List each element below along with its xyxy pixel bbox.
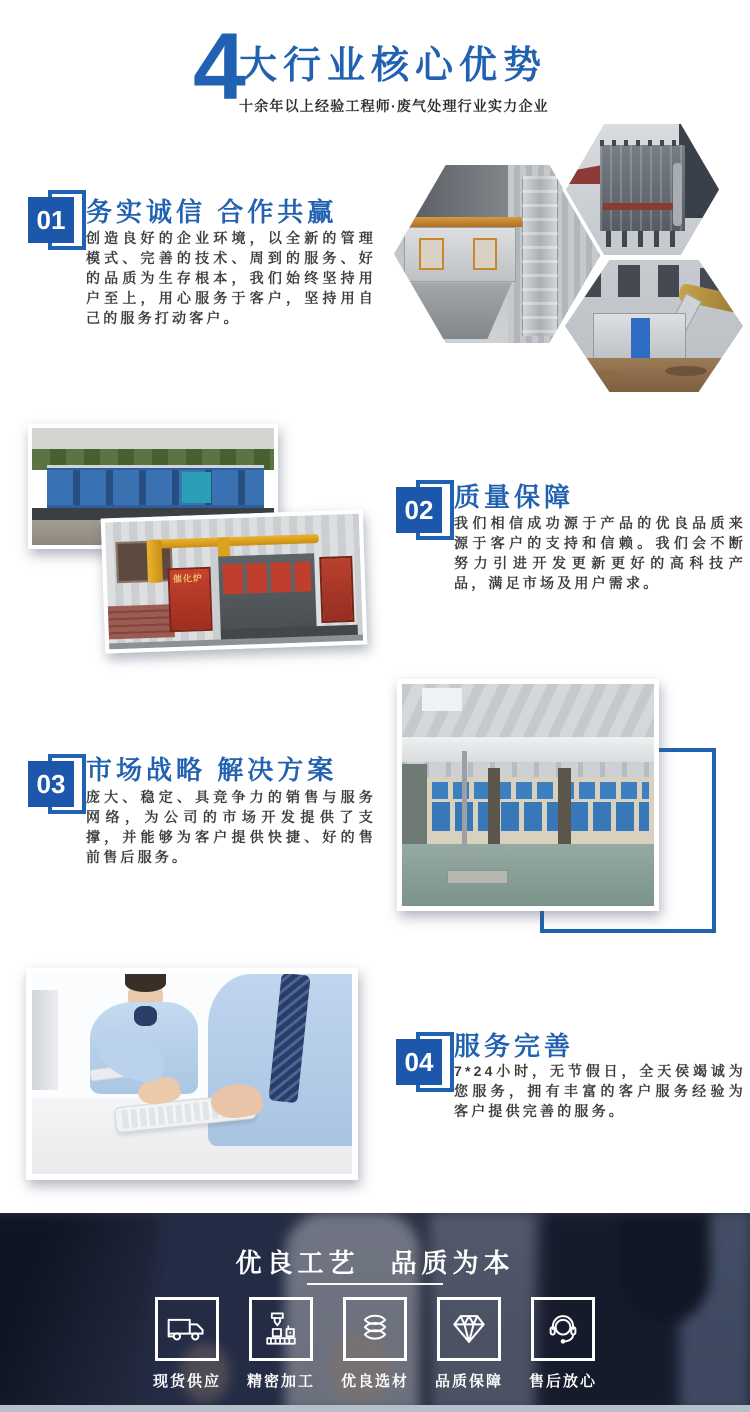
truck-icon — [165, 1307, 209, 1351]
section-number-badge — [396, 480, 458, 544]
section-number: 03 — [28, 761, 74, 807]
feature-box — [249, 1297, 313, 1361]
feature-label: 品质保障 — [435, 1373, 504, 1390]
section-number: 01 — [28, 197, 74, 243]
photo-spray-booth-workshop — [397, 679, 659, 911]
section-title: 质量保障 — [454, 482, 575, 512]
feature-label: 精密加工 — [247, 1373, 316, 1390]
headset-icon — [541, 1307, 585, 1351]
feature-box — [343, 1297, 407, 1361]
feature-label: 现货供应 — [153, 1373, 222, 1390]
machine-label: 催化炉 — [172, 573, 204, 585]
feature-item — [153, 1297, 222, 1391]
footer-divider — [307, 1283, 443, 1285]
machining-icon — [259, 1307, 303, 1351]
photo-customer-service-desk — [26, 968, 358, 1180]
feature-item — [529, 1297, 598, 1391]
page-subtitle: 十余年以上经验工程师·废气处理行业实力企业 — [239, 98, 549, 114]
feature-label: 售后放心 — [529, 1373, 598, 1390]
section-number-badge — [396, 1032, 458, 1096]
feature-item — [435, 1297, 504, 1391]
footer-banner — [0, 1213, 750, 1412]
photo-catalytic-furnace — [101, 509, 368, 653]
feature-box — [531, 1297, 595, 1361]
page-title: 大行业核心优势 — [239, 45, 548, 87]
section-number-badge — [28, 190, 90, 254]
section-number: 04 — [396, 1039, 442, 1085]
section-number: 02 — [396, 487, 442, 533]
section-title: 服务完善 — [454, 1031, 575, 1061]
section-title: 市场战略 解决方案 — [86, 755, 338, 785]
page-header — [239, 34, 549, 116]
section-body: 创造良好的企业环境，以全新的管理模式、完善的技术、周到的服务、好的品质为生存根本，我们始终坚持用户至上，用心服务于客户，坚持用自己的服务打动客户。 — [86, 230, 376, 326]
section-title: 务实诚信 合作共赢 — [86, 197, 338, 227]
diamond-icon — [447, 1307, 491, 1351]
header-big-number: 4 — [193, 14, 246, 120]
footer-feature-row — [0, 1297, 750, 1391]
layers-icon — [353, 1307, 397, 1351]
feature-box — [155, 1297, 219, 1361]
section-body: 7*24小时，无节假日，全天侯竭诚为您服务，拥有丰富的客户服务经验为客户提供完善的服务。 — [454, 1063, 746, 1119]
section-body: 我们相信成功源于产品的优良品质来源于客户的支持和信赖。我们会不断努力引进开发更新更好的高科技产品，满足市场及用户需求。 — [454, 515, 746, 591]
footer-bottom-strip — [0, 1405, 750, 1412]
feature-label: 优良选材 — [341, 1373, 410, 1390]
feature-item — [341, 1297, 410, 1391]
section-body: 庞大、稳定、具竞争力的销售与服务网络，为公司的市场开发提供了支撑，并能够为客户提供快捷、好的售前售后服务。 — [86, 789, 376, 865]
section-number-badge — [28, 754, 90, 818]
feature-box — [437, 1297, 501, 1361]
feature-item — [247, 1297, 316, 1391]
footer-title: 优良工艺 品质为本 — [235, 1248, 515, 1278]
